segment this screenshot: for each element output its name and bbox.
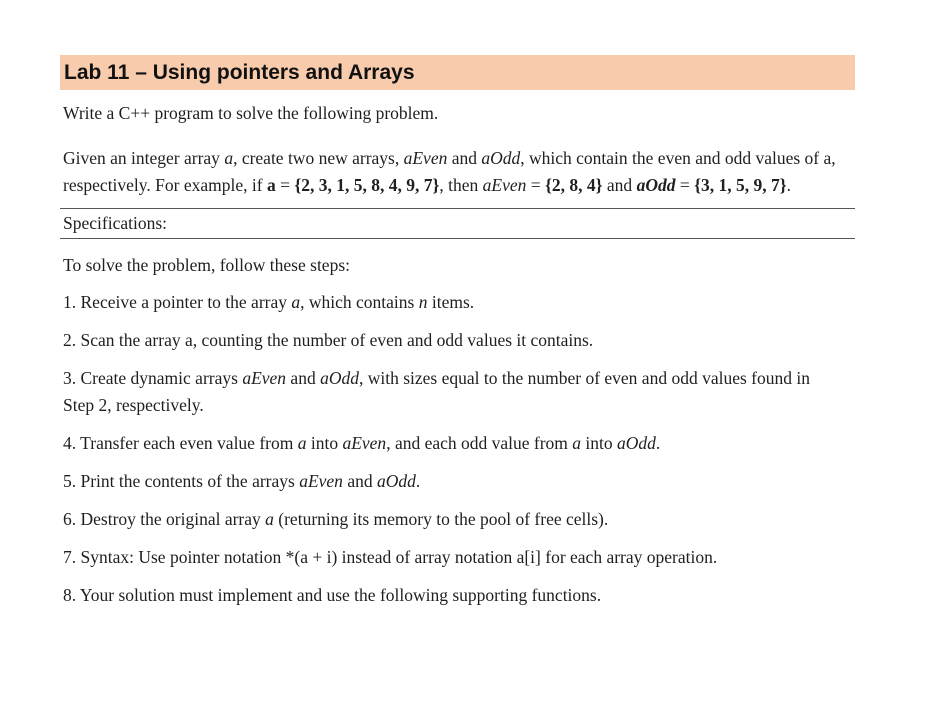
var-aeven: aEven [482,175,527,195]
problem-text: , create two new arrays, [233,148,404,168]
step-text: 6. Destroy the original array [63,509,266,529]
specifications-header [60,208,855,239]
step-1 [63,289,843,316]
var-aodd: aOdd [617,433,656,453]
step-text: 8. Your solution must implement and use the following supporting functions. [63,585,602,605]
step-text: 2. Scan the array a, counting the number of even and odd values it contains. [63,330,594,350]
step-6 [63,506,843,533]
var-a: a [297,433,307,453]
step-3 [63,365,843,419]
problem-text: , then [439,175,483,195]
step-text: 1. Receive a pointer to the array [63,292,292,312]
var-aodd: aOdd [320,368,359,388]
example-array-a: {2, 3, 1, 5, 8, 4, 9, 7} [294,175,440,195]
step-text: , and each odd value from [386,433,573,453]
step-2 [63,327,843,354]
var-aeven: aEven [403,148,448,168]
steps-intro: To solve the problem, follow these steps: [63,255,350,275]
var-aodd-bold: aOdd [636,175,676,195]
example-array-even: {2, 8, 4} [544,175,603,195]
var-a: a [265,509,274,529]
step-8 [63,582,843,609]
step-text: 4. Transfer each even value from [63,433,298,453]
step-5 [63,468,843,495]
problem-text: and [447,148,482,168]
lab-title-text: Lab 11 – Using pointers and Arrays [64,60,415,84]
step-text: . [655,433,661,453]
problem-text: and [602,175,637,195]
problem-text: . [786,175,791,195]
step-text: 7. Syntax: Use pointer notation *(a + i) instead of array notation a[i] for each array operation. [63,547,718,567]
step-text: . [415,471,421,491]
lab-title [60,55,855,90]
step-text: , which contains [300,292,419,312]
document-page [60,55,855,609]
specifications-label: Specifications: [63,213,168,233]
var-aeven: aEven [242,368,287,388]
step-7 [63,544,843,571]
var-aodd: aOdd [376,471,416,491]
step-text: , with sizes equal to the number of even and odd values found in Step 2, respectively. [63,368,810,415]
problem-text: Given an integer array [63,148,225,168]
problem-text: = [675,175,695,195]
var-n: n [418,292,428,312]
problem-text: , which contain the even and odd values of a, respectively. For example, if [63,148,836,195]
step-text: items. [427,292,475,312]
problem-statement [63,145,843,199]
step-text: and [342,471,377,491]
problem-text: = [526,175,545,195]
step-text: into [306,433,343,453]
step-text: into [581,433,618,453]
var-aeven: aEven [299,471,343,491]
var-a: a [572,433,582,453]
problem-text: = [275,175,295,195]
intro-paragraph: Write a C++ program to solve the following problem. [63,103,439,123]
var-a: a [224,148,234,168]
var-a: a [291,292,301,312]
step-4 [63,430,843,457]
step-text: 3. Create dynamic arrays [63,368,243,388]
var-aeven: aEven [342,433,387,453]
step-text: and [286,368,321,388]
example-array-odd: {3, 1, 5, 9, 7} [694,175,787,195]
var-aodd: aOdd [481,148,521,168]
step-text: 5. Print the contents of the arrays [63,471,300,491]
var-a-bold: a [266,175,276,195]
step-text: (returning its memory to the pool of free cells). [273,509,609,529]
